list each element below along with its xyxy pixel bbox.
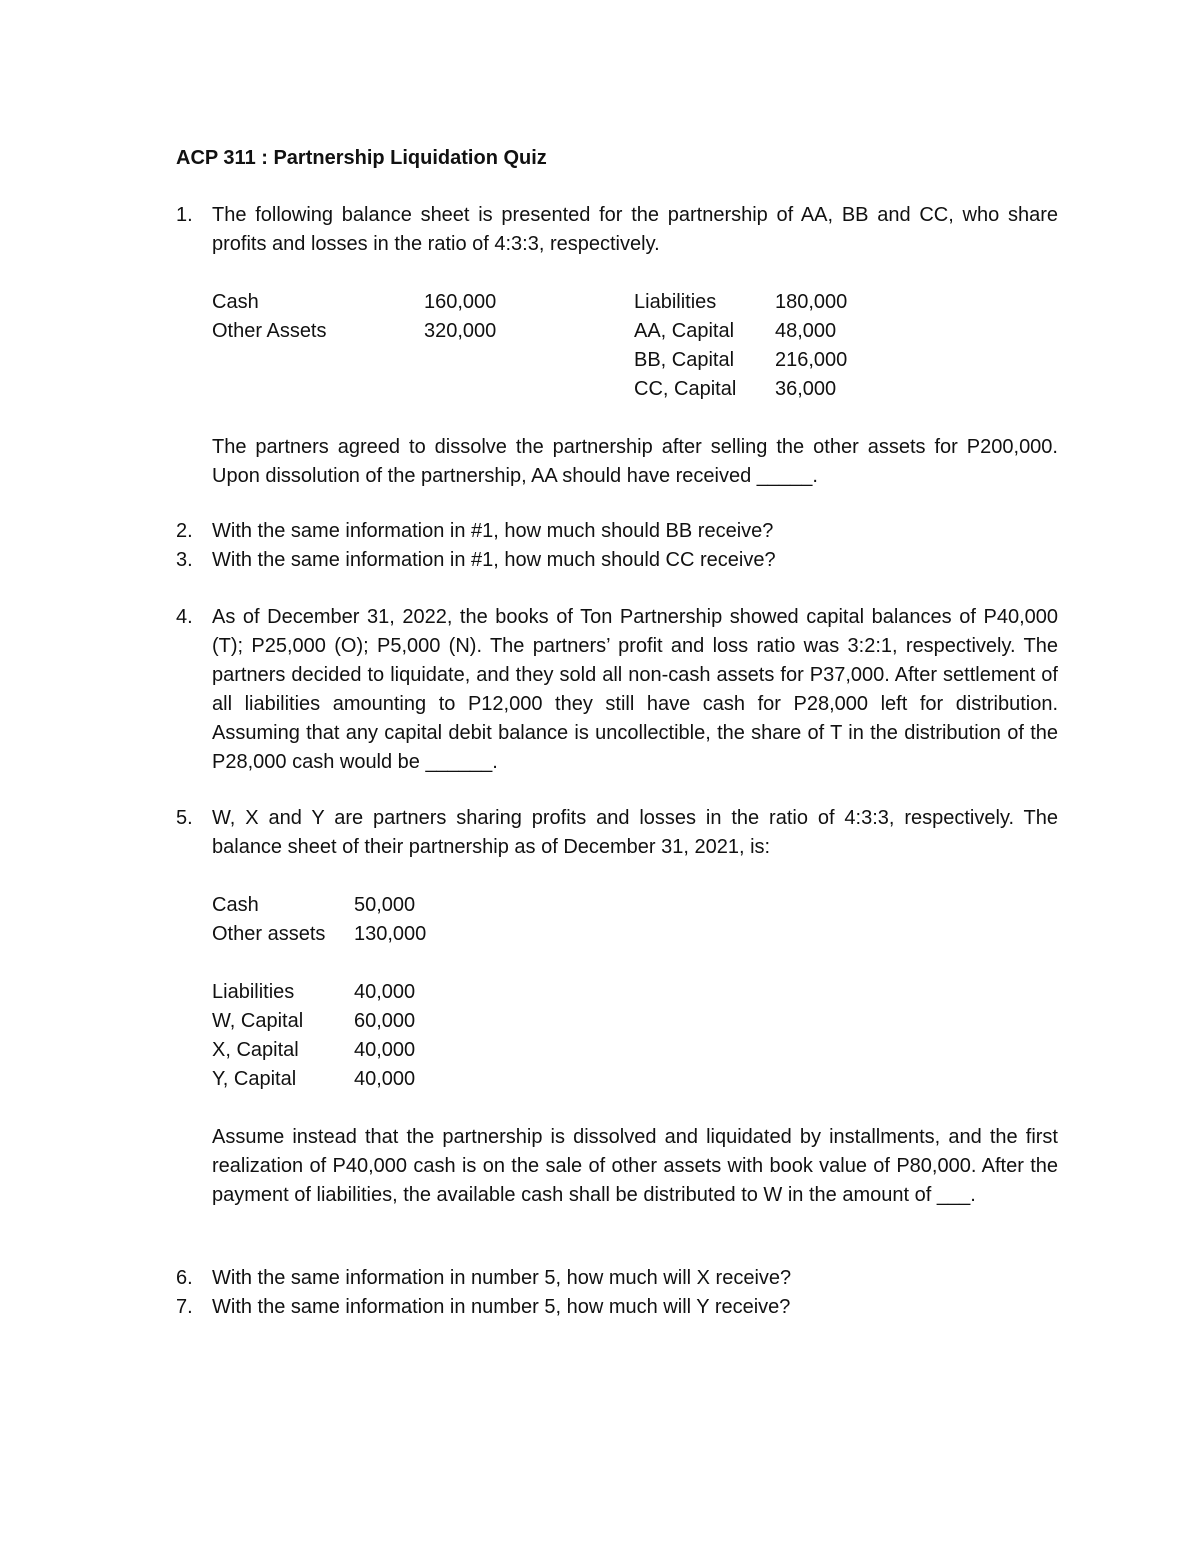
balance-sheet-equities: [634, 288, 847, 404]
table-row: [212, 978, 426, 1007]
question-text: Assume instead that the partnership is dissolved and liquidated by installments, and the first realization of P40,000 cash is on the sale of other assets with book value of P80,000. After the payment of liabilities, the available cash shall be distributed to W in the amount of ___.: [212, 1126, 1058, 1206]
question-text: With the same information in number 5, how much will Y receive?: [212, 1296, 791, 1318]
question-2: [176, 517, 1058, 546]
row-value: 216,000: [775, 349, 848, 371]
table-row: [212, 288, 496, 317]
table-row: [634, 375, 847, 404]
table-row: [212, 1065, 426, 1094]
question-1: [176, 201, 1058, 491]
table-row: [634, 346, 847, 375]
row-label: Other Assets: [212, 320, 327, 342]
table-row: [634, 288, 847, 317]
row-value: 320,000: [424, 320, 497, 342]
row-value: 130,000: [354, 923, 427, 945]
question-7: [176, 1293, 1058, 1322]
row-value: 40,000: [354, 981, 416, 1003]
balance-sheet-1: [212, 288, 1058, 404]
question-intro: W, X and Y are partners sharing profits and losses in the ratio of 4:3:3, respectively. The balance sheet of their partnership as of December 31, 2021, is:: [212, 807, 1058, 858]
balance-sheet-2: [212, 891, 426, 1094]
question-number: 5.: [176, 807, 193, 829]
row-label: AA, Capital: [634, 320, 735, 342]
question-3: [176, 546, 1058, 575]
table-row: [212, 1036, 426, 1065]
question-number: 4.: [176, 606, 193, 628]
question-number: 6.: [176, 1267, 193, 1289]
row-label: X, Capital: [212, 1039, 299, 1061]
row-value: 180,000: [775, 291, 848, 313]
question-text: The partners agreed to dissolve the partnership after selling the other assets for P200,000. Upon dissolution of the partnership, AA should have received _____.: [212, 436, 1058, 487]
row-label: Liabilities: [212, 981, 295, 1003]
table-row: [634, 317, 847, 346]
table-spacer: [212, 949, 426, 978]
row-label: Liabilities: [634, 291, 717, 313]
balance-sheet-assets: [212, 288, 496, 346]
row-value: 40,000: [354, 1068, 416, 1090]
row-label: Other assets: [212, 923, 326, 945]
question-number: 7.: [176, 1296, 193, 1318]
table-row: [212, 891, 426, 920]
question-intro: The following balance sheet is presented for the partnership of AA, BB and CC, who share profits and losses in the ratio of 4:3:3, respectively.: [212, 204, 1058, 255]
row-label: Cash: [212, 894, 259, 916]
question-text: With the same information in #1, how much should CC receive?: [212, 549, 776, 571]
row-value: 48,000: [775, 320, 837, 342]
question-text: With the same information in number 5, how much will X receive?: [212, 1267, 792, 1289]
question-number: 3.: [176, 549, 193, 571]
question-text: As of December 31, 2022, the books of Ton Partnership showed capital balances of P40,000 (T); P25,000 (O); P5,000 (N). The partners’ profit and loss ratio was 3:2:1, respectively. The partners decided to liquidate, and they sold all non-cash assets for P37,000. After settlement of all liabilities amounting to P12,000 they still have cash for P28,000 left for distribution. Assuming that any capital debit balance is uncollectible, the share of T in the distribution of the P28,000 cash would be ______.: [212, 606, 1058, 773]
question-number: 1.: [176, 204, 193, 226]
row-value: 160,000: [424, 291, 497, 313]
row-value: 60,000: [354, 1010, 416, 1032]
question-text: With the same information in #1, how much should BB receive?: [212, 520, 774, 542]
row-value: 40,000: [354, 1039, 416, 1061]
page-title: ACP 311 : Partnership Liquidation Quiz: [176, 147, 547, 169]
question-4: [176, 603, 1058, 777]
table-row: [212, 317, 496, 346]
row-label: Cash: [212, 291, 259, 313]
question-6: [176, 1264, 1058, 1293]
question-number: 2.: [176, 520, 193, 542]
row-label: W, Capital: [212, 1010, 304, 1032]
row-value: 50,000: [354, 894, 416, 916]
row-value: 36,000: [775, 378, 837, 400]
row-label: Y, Capital: [212, 1068, 297, 1090]
row-label: CC, Capital: [634, 378, 737, 400]
question-5: [176, 804, 1058, 1210]
table-row: [212, 920, 426, 949]
row-label: BB, Capital: [634, 349, 735, 371]
table-row: [212, 1007, 426, 1036]
